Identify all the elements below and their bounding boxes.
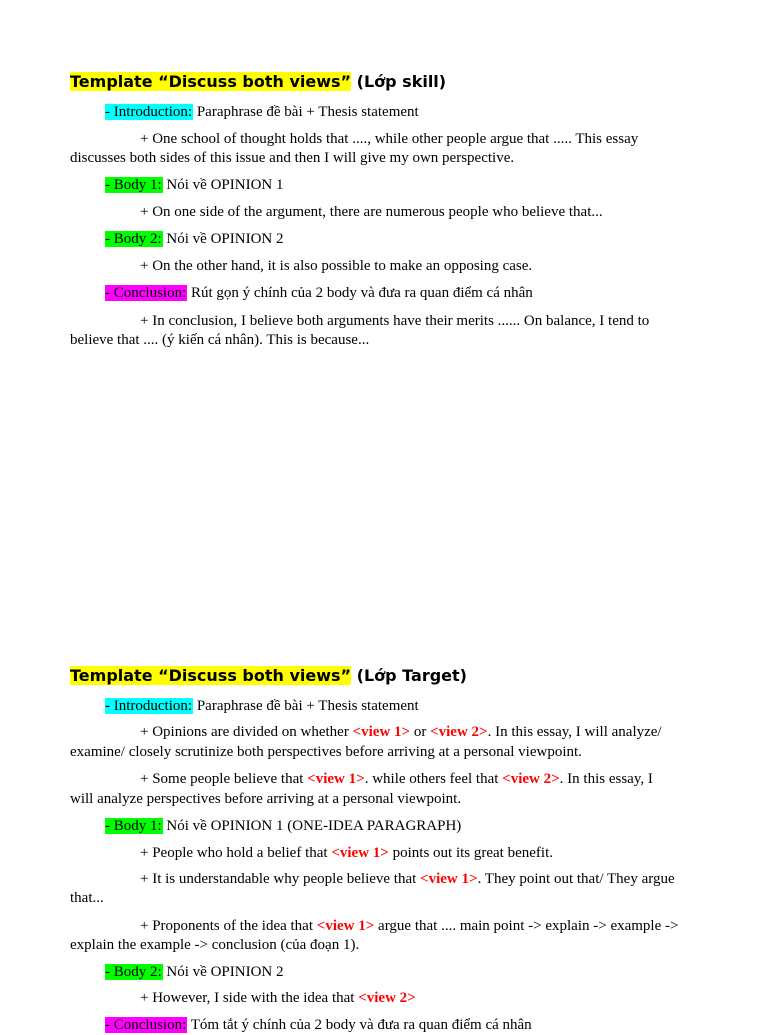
- intro-bullet-cont: discusses both sides of this issue and then I will give my own perspective.: [70, 150, 515, 166]
- title-suffix: (Lớp skill): [356, 72, 447, 91]
- intro-heading: [105, 103, 745, 122]
- bullet-text: + Opinions are divided on whether: [140, 724, 353, 740]
- bullet-text: + However, I side with the idea that: [140, 990, 359, 1006]
- body2-heading: [105, 963, 745, 982]
- intro-bullet: [70, 723, 768, 742]
- body2-text: Nói về OPINION 2: [162, 231, 284, 247]
- view1-placeholder: <view 1>: [307, 771, 365, 787]
- bullet-text: + People who hold a belief that: [140, 845, 332, 861]
- body1-heading: [105, 176, 745, 195]
- bullet-text: + Some people believe that: [140, 771, 308, 787]
- view2-placeholder: <view 2>: [358, 990, 416, 1006]
- intro-text: Paraphrase đề bài + Thesis statement: [193, 698, 419, 714]
- title-highlight: Template “Discuss both views”: [70, 666, 352, 685]
- body1-bullet: [70, 917, 768, 936]
- conclusion-label: - Conclusion:: [105, 285, 187, 301]
- body1-text: Nói về OPINION 1: [162, 177, 284, 193]
- bullet-text: points out its great benefit.: [388, 845, 553, 861]
- bullet-text: + Proponents of the idea that: [140, 918, 317, 934]
- body1-bullet: [70, 844, 768, 863]
- view2-placeholder: <view 2>: [502, 771, 560, 787]
- view1-placeholder: <view 1>: [420, 871, 478, 887]
- template-skill-title: [70, 72, 446, 92]
- view1-placeholder: <view 1>: [316, 918, 375, 934]
- body1-bullet-cont: explain the example -> conclusion (của đoạn 1).: [70, 937, 360, 953]
- body1-bullet: [70, 870, 768, 889]
- conclusion-bullet-cont: believe that .... (ý kiến cá nhân). This is because...: [70, 332, 370, 348]
- body2-label: - Body 2:: [105, 964, 162, 980]
- bullet-text: . They point out that/ They argue: [477, 871, 675, 887]
- conclusion-bullet: + In conclusion, I believe both arguments have their merits ...... On balance, I tend to: [140, 313, 650, 329]
- intro-label: - Introduction:: [105, 104, 193, 120]
- conclusion-label: - Conclusion:: [105, 1017, 187, 1033]
- bullet-text: or: [410, 724, 431, 740]
- intro-bullet: [70, 770, 768, 789]
- bullet-text: . In this essay, I: [559, 771, 653, 787]
- body2-label: - Body 2:: [105, 231, 162, 247]
- bullet-text: argue that .... main point -> explain -> example ->: [374, 918, 679, 934]
- intro-heading: [105, 697, 745, 716]
- body1-bullet: + On one side of the argument, there are numerous people who believe that...: [140, 204, 603, 220]
- view1-placeholder: <view 1>: [352, 724, 411, 740]
- bullet-text: . while others feel that: [364, 771, 503, 787]
- body2-heading: [105, 230, 745, 249]
- body1-heading: [105, 817, 745, 836]
- body2-bullet: + On the other hand, it is also possible to make an opposing case.: [140, 258, 533, 274]
- view1-placeholder: <view 1>: [331, 845, 389, 861]
- view2-placeholder: <view 2>: [430, 724, 488, 740]
- conclusion-text: Tóm tắt ý chính của 2 body và đưa ra quan điểm cá nhân: [187, 1017, 532, 1033]
- intro-bullet-cont: examine/ closely scrutinize both perspectives before arriving at a personal viewpoint.: [70, 744, 582, 760]
- intro-bullet-cont: will analyze perspectives before arriving at a personal viewpoint.: [70, 791, 462, 807]
- body2-text: Nói về OPINION 2: [162, 964, 284, 980]
- body1-text: Nói về OPINION 1 (ONE-IDEA PARAGRAPH): [162, 818, 462, 834]
- conclusion-text: Rút gọn ý chính của 2 body và đưa ra quan điểm cá nhân: [187, 285, 533, 301]
- intro-label: - Introduction:: [105, 698, 193, 714]
- template-target-title: [70, 666, 467, 686]
- intro-bullet: + One school of thought holds that ...., while other people argue that ..... This essay: [140, 131, 639, 147]
- title-highlight: Template “Discuss both views”: [70, 72, 352, 91]
- title-suffix: (Lớp Target): [356, 666, 467, 685]
- body1-label: - Body 1:: [105, 818, 162, 834]
- conclusion-heading: [105, 284, 745, 303]
- intro-text: Paraphrase đề bài + Thesis statement: [193, 104, 419, 120]
- body1-label: - Body 1:: [105, 177, 162, 193]
- conclusion-heading: [105, 1016, 745, 1035]
- bullet-text: . In this essay, I will analyze/: [487, 724, 662, 740]
- body1-bullet-cont: that...: [70, 890, 104, 906]
- bullet-text: + It is understandable why people believe that: [140, 871, 421, 887]
- body2-bullet: [70, 989, 768, 1008]
